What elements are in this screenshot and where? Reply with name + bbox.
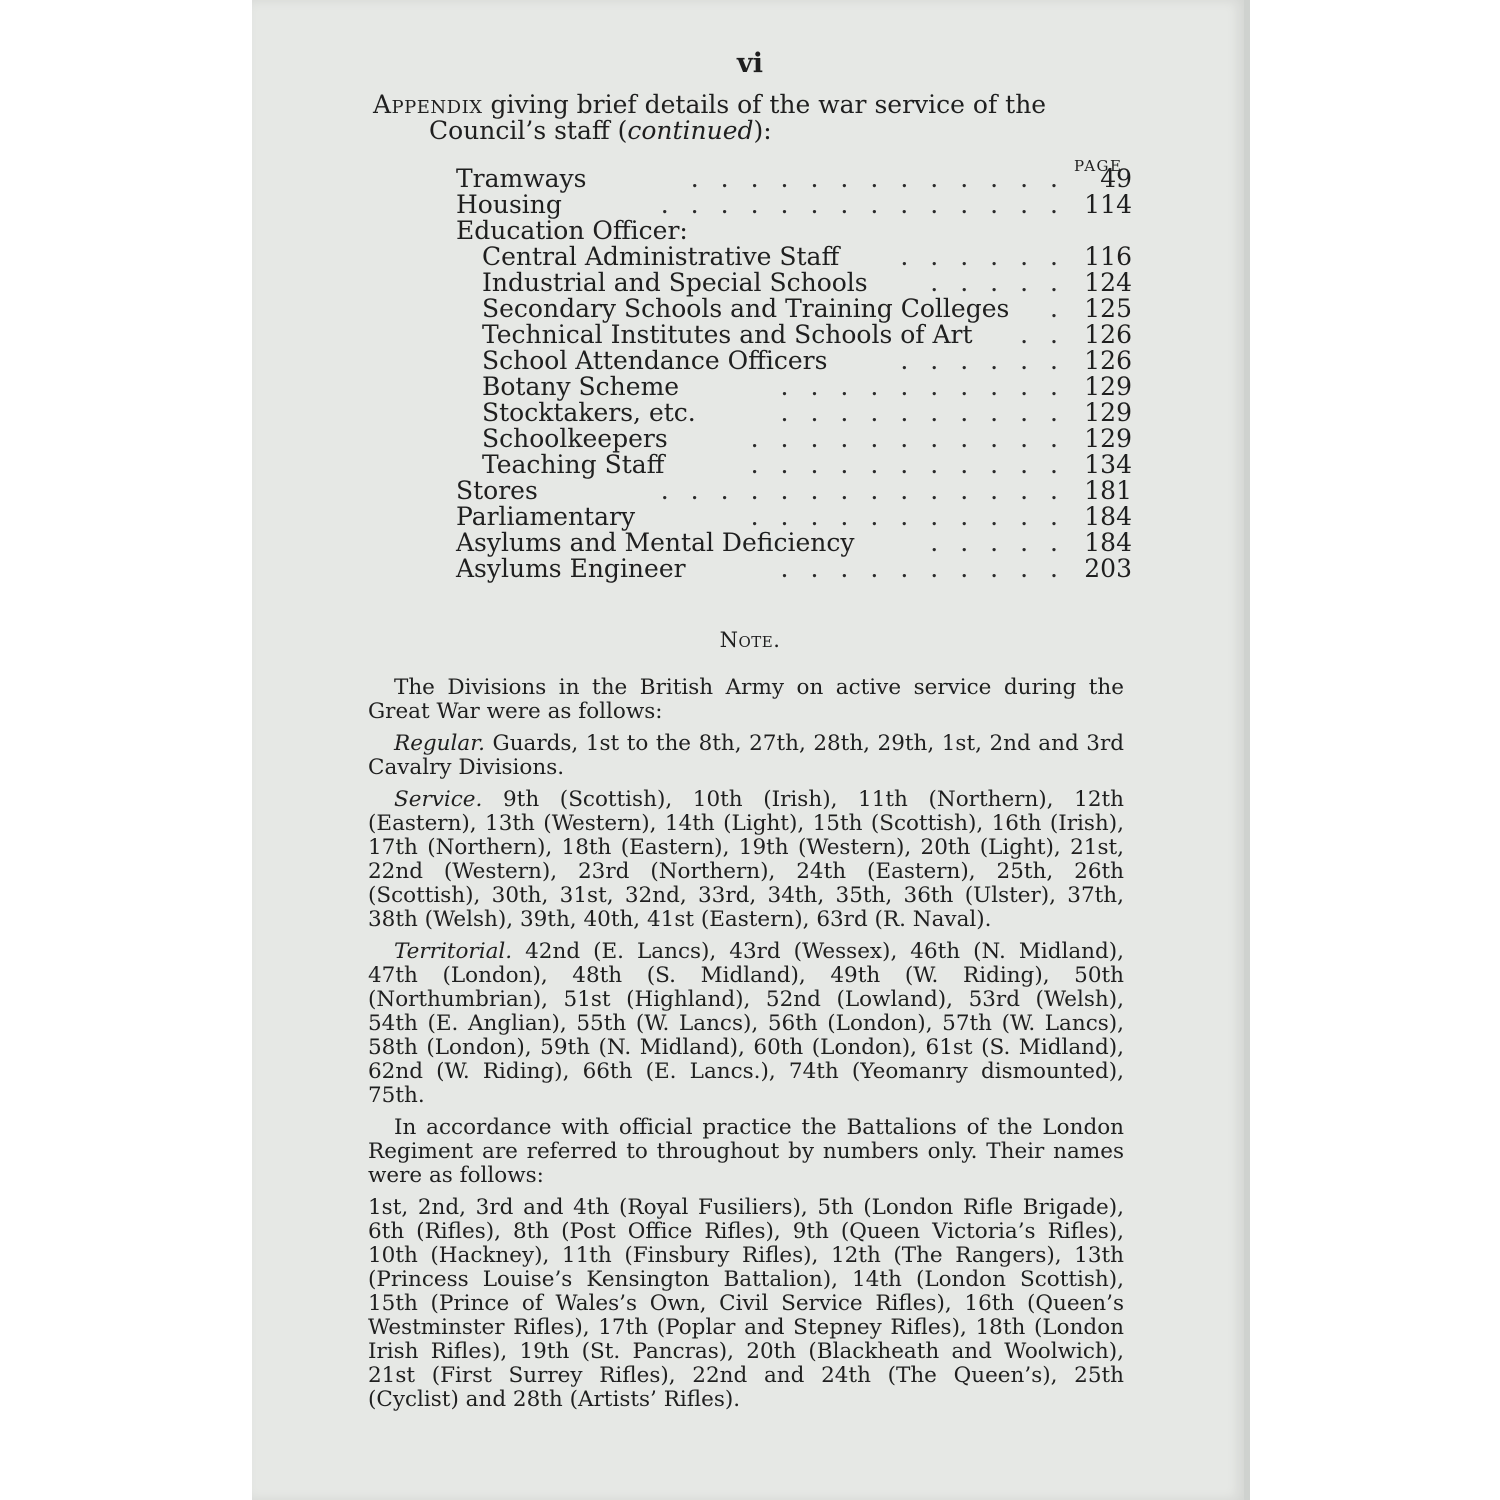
appendix-line2-end: ): xyxy=(753,116,772,145)
appendix-heading xyxy=(373,92,1093,144)
toc-leader-dots: .............. xyxy=(660,192,1080,218)
toc-entry-label: Secondary Schools and Training Colleges xyxy=(482,294,1010,323)
toc-entry xyxy=(452,192,1132,218)
toc-entry-label: School Attendance Officers xyxy=(482,346,828,375)
toc-entry xyxy=(452,296,1132,322)
appendix-line2-italic: continued xyxy=(627,116,754,145)
toc-entry-label: Housing xyxy=(456,190,562,219)
note-intro: The Divisions in the British Army on active service during the Great War were as follows: xyxy=(368,675,1124,724)
toc-entry-page: 125 xyxy=(1084,294,1132,323)
toc-entry-label: Schoolkeepers xyxy=(482,424,668,453)
toc-entry xyxy=(452,426,1132,452)
territorial-text: 42nd (E. Lancs), 43rd (Wessex), 46th (N. Midland), 47th (London), 48th (S. Midland), 49th (W. Riding), 50th (Northumbrian), 51st (Highland), 52nd (Lowland), 53rd (Welsh), 54th (E. Anglian), 55th (W. Lancs), 56th (London), 57th (W. Lancs), 58th (London), 59th (N. Midland), 60th (London), 61st (S. Midland), 62nd (W. Riding), 66th (E. Lancs.), 74th (Yeomanry dismounted), 75th. xyxy=(368,939,1124,1108)
table-of-contents xyxy=(452,166,1132,582)
toc-entry-page: 203 xyxy=(1084,554,1132,583)
regular-text: Guards, 1st to the 8th, 27th, 28th, 29th, 1st, 2nd and 3rd Cavalry Divisions. xyxy=(368,731,1124,780)
toc-leader-dots: ...... xyxy=(900,348,1080,374)
toc-leader-dots: ...... xyxy=(900,244,1080,270)
toc-leader-dots: .......... xyxy=(780,400,1080,426)
appendix-heading-rest: giving brief details of the war service of the xyxy=(490,90,1047,119)
toc-entry xyxy=(452,374,1132,400)
toc-leader-dots: .. xyxy=(1020,322,1080,348)
toc-entry xyxy=(452,400,1132,426)
toc-entry-page: 134 xyxy=(1084,450,1132,479)
toc-entry-label: Industrial and Special Schools xyxy=(482,268,868,297)
regular-label: Regular. xyxy=(394,731,485,756)
toc-entry-page: 126 xyxy=(1084,320,1132,349)
toc-entry xyxy=(452,478,1132,504)
note-london-intro: In accordance with official practice the Battalions of the London Regiment are referred to throughout by numbers only. Their names were as follows: xyxy=(368,1115,1124,1188)
page-folio: vi xyxy=(737,48,763,79)
toc-leader-dots: .......... xyxy=(780,556,1080,582)
service-label: Service. xyxy=(394,787,483,812)
toc-entry-label: Parliamentary xyxy=(456,502,636,531)
toc-leader-dots: ..... xyxy=(930,270,1080,296)
appendix-heading-line2 xyxy=(373,118,1093,144)
toc-entry-label: Tramways xyxy=(456,164,587,193)
toc-entry-page: 129 xyxy=(1084,424,1132,453)
toc-entry-label: Technical Institutes and Schools of Art xyxy=(482,320,973,349)
appendix-label: Appendix xyxy=(373,90,483,119)
toc-entry xyxy=(452,530,1132,556)
note-territorial xyxy=(368,940,1124,1108)
toc-leader-dots: ........... xyxy=(750,504,1080,530)
toc-entry-page: 129 xyxy=(1084,398,1132,427)
appendix-line2-start: Council’s staff ( xyxy=(429,116,628,145)
toc-entry-page: 129 xyxy=(1084,372,1132,401)
toc-entry-label: Botany Scheme xyxy=(482,372,680,401)
toc-entry-label: Stocktakers, etc. xyxy=(482,398,696,427)
toc-entry xyxy=(452,348,1132,374)
toc-entry-page: 184 xyxy=(1084,502,1132,531)
toc-entry xyxy=(452,270,1132,296)
toc-entry xyxy=(452,166,1132,192)
toc-leader-dots: .......... xyxy=(780,374,1080,400)
note-service xyxy=(368,788,1124,932)
toc-entry xyxy=(452,322,1132,348)
toc-entry-page: 181 xyxy=(1084,476,1132,505)
toc-entry-page: 49 xyxy=(1100,164,1132,193)
note-regular xyxy=(368,732,1124,780)
toc-entry-label: Central Administrative Staff xyxy=(482,242,840,271)
toc-entry-label: Education Officer: xyxy=(456,216,688,245)
toc-entry xyxy=(452,244,1132,270)
toc-leader-dots: ............. xyxy=(690,166,1080,192)
toc-entry-page: 116 xyxy=(1084,242,1132,271)
territorial-label: Territorial. xyxy=(394,939,513,964)
toc-leader-dots: ..... xyxy=(930,530,1080,556)
toc-entry-label: Teaching Staff xyxy=(482,450,665,479)
page-edge xyxy=(1244,0,1250,1500)
toc-entry-label: Asylums Engineer xyxy=(456,554,686,583)
note-title: Note. xyxy=(719,628,781,652)
toc-leader-dots: .............. xyxy=(660,478,1080,504)
toc-leader-dots: ........... xyxy=(750,426,1080,452)
toc-entry xyxy=(452,218,1132,244)
toc-entry-label: Asylums and Mental Deficiency xyxy=(456,528,855,557)
toc-entry-page: 126 xyxy=(1084,346,1132,375)
toc-leader-dots: ........... xyxy=(750,452,1080,478)
page-column-label: PAGE xyxy=(1074,157,1123,175)
service-text: 9th (Scottish), 10th (Irish), 11th (Northern), 12th (Eastern), 13th (Western), 14th (Light), 15th (Scottish), 16th (Irish), 17th (Northern), 18th (Eastern), 19th (Western), 20th (Light), 21st, 22nd (Western), 23rd (Northern), 24th (Eastern), 25th, 26th (Scottish), 30th, 31st, 32nd, 33rd, 34th, 35th, 36th (Ulster), 37th, 38th (Welsh), 39th, 40th, 41st (Eastern), 63rd (R. Naval). xyxy=(368,787,1124,932)
appendix-heading-line1 xyxy=(373,92,1093,118)
toc-leader-dots: . xyxy=(1050,296,1080,322)
toc-entry-label: Stores xyxy=(456,476,538,505)
note-body xyxy=(368,676,1124,1420)
toc-entry xyxy=(452,556,1132,582)
toc-entry xyxy=(452,452,1132,478)
toc-entry-page: 114 xyxy=(1084,190,1132,219)
toc-entry-page: 124 xyxy=(1084,268,1132,297)
toc-entry-page: 184 xyxy=(1084,528,1132,557)
toc-entry xyxy=(452,504,1132,530)
note-battalions: 1st, 2nd, 3rd and 4th (Royal Fusiliers), 5th (London Rifle Brigade), 6th (Rifles), 8th (Post Office Rifles), 9th (Queen Victoria’s Rifles), 10th (Hackney), 11th (Finsbury Rifles), 12th (The Rangers), 13th (Princess Louise’s Kensington Battalion), 14th (London Scottish), 15th (Prince of Wales’s Own, Civil Service Rifles), 16th (Queen’s Westminster Rifles), 17th (Poplar and Stepney Rifles), 18th (London Irish Rifles), 19th (St. Pancras), 20th (Blackheath and Woolwich), 21st (First Surrey Rifles), 22nd and 24th (The Queen’s), 25th (Cyclist) and 28th (Artists’ Rifles). xyxy=(368,1195,1124,1412)
